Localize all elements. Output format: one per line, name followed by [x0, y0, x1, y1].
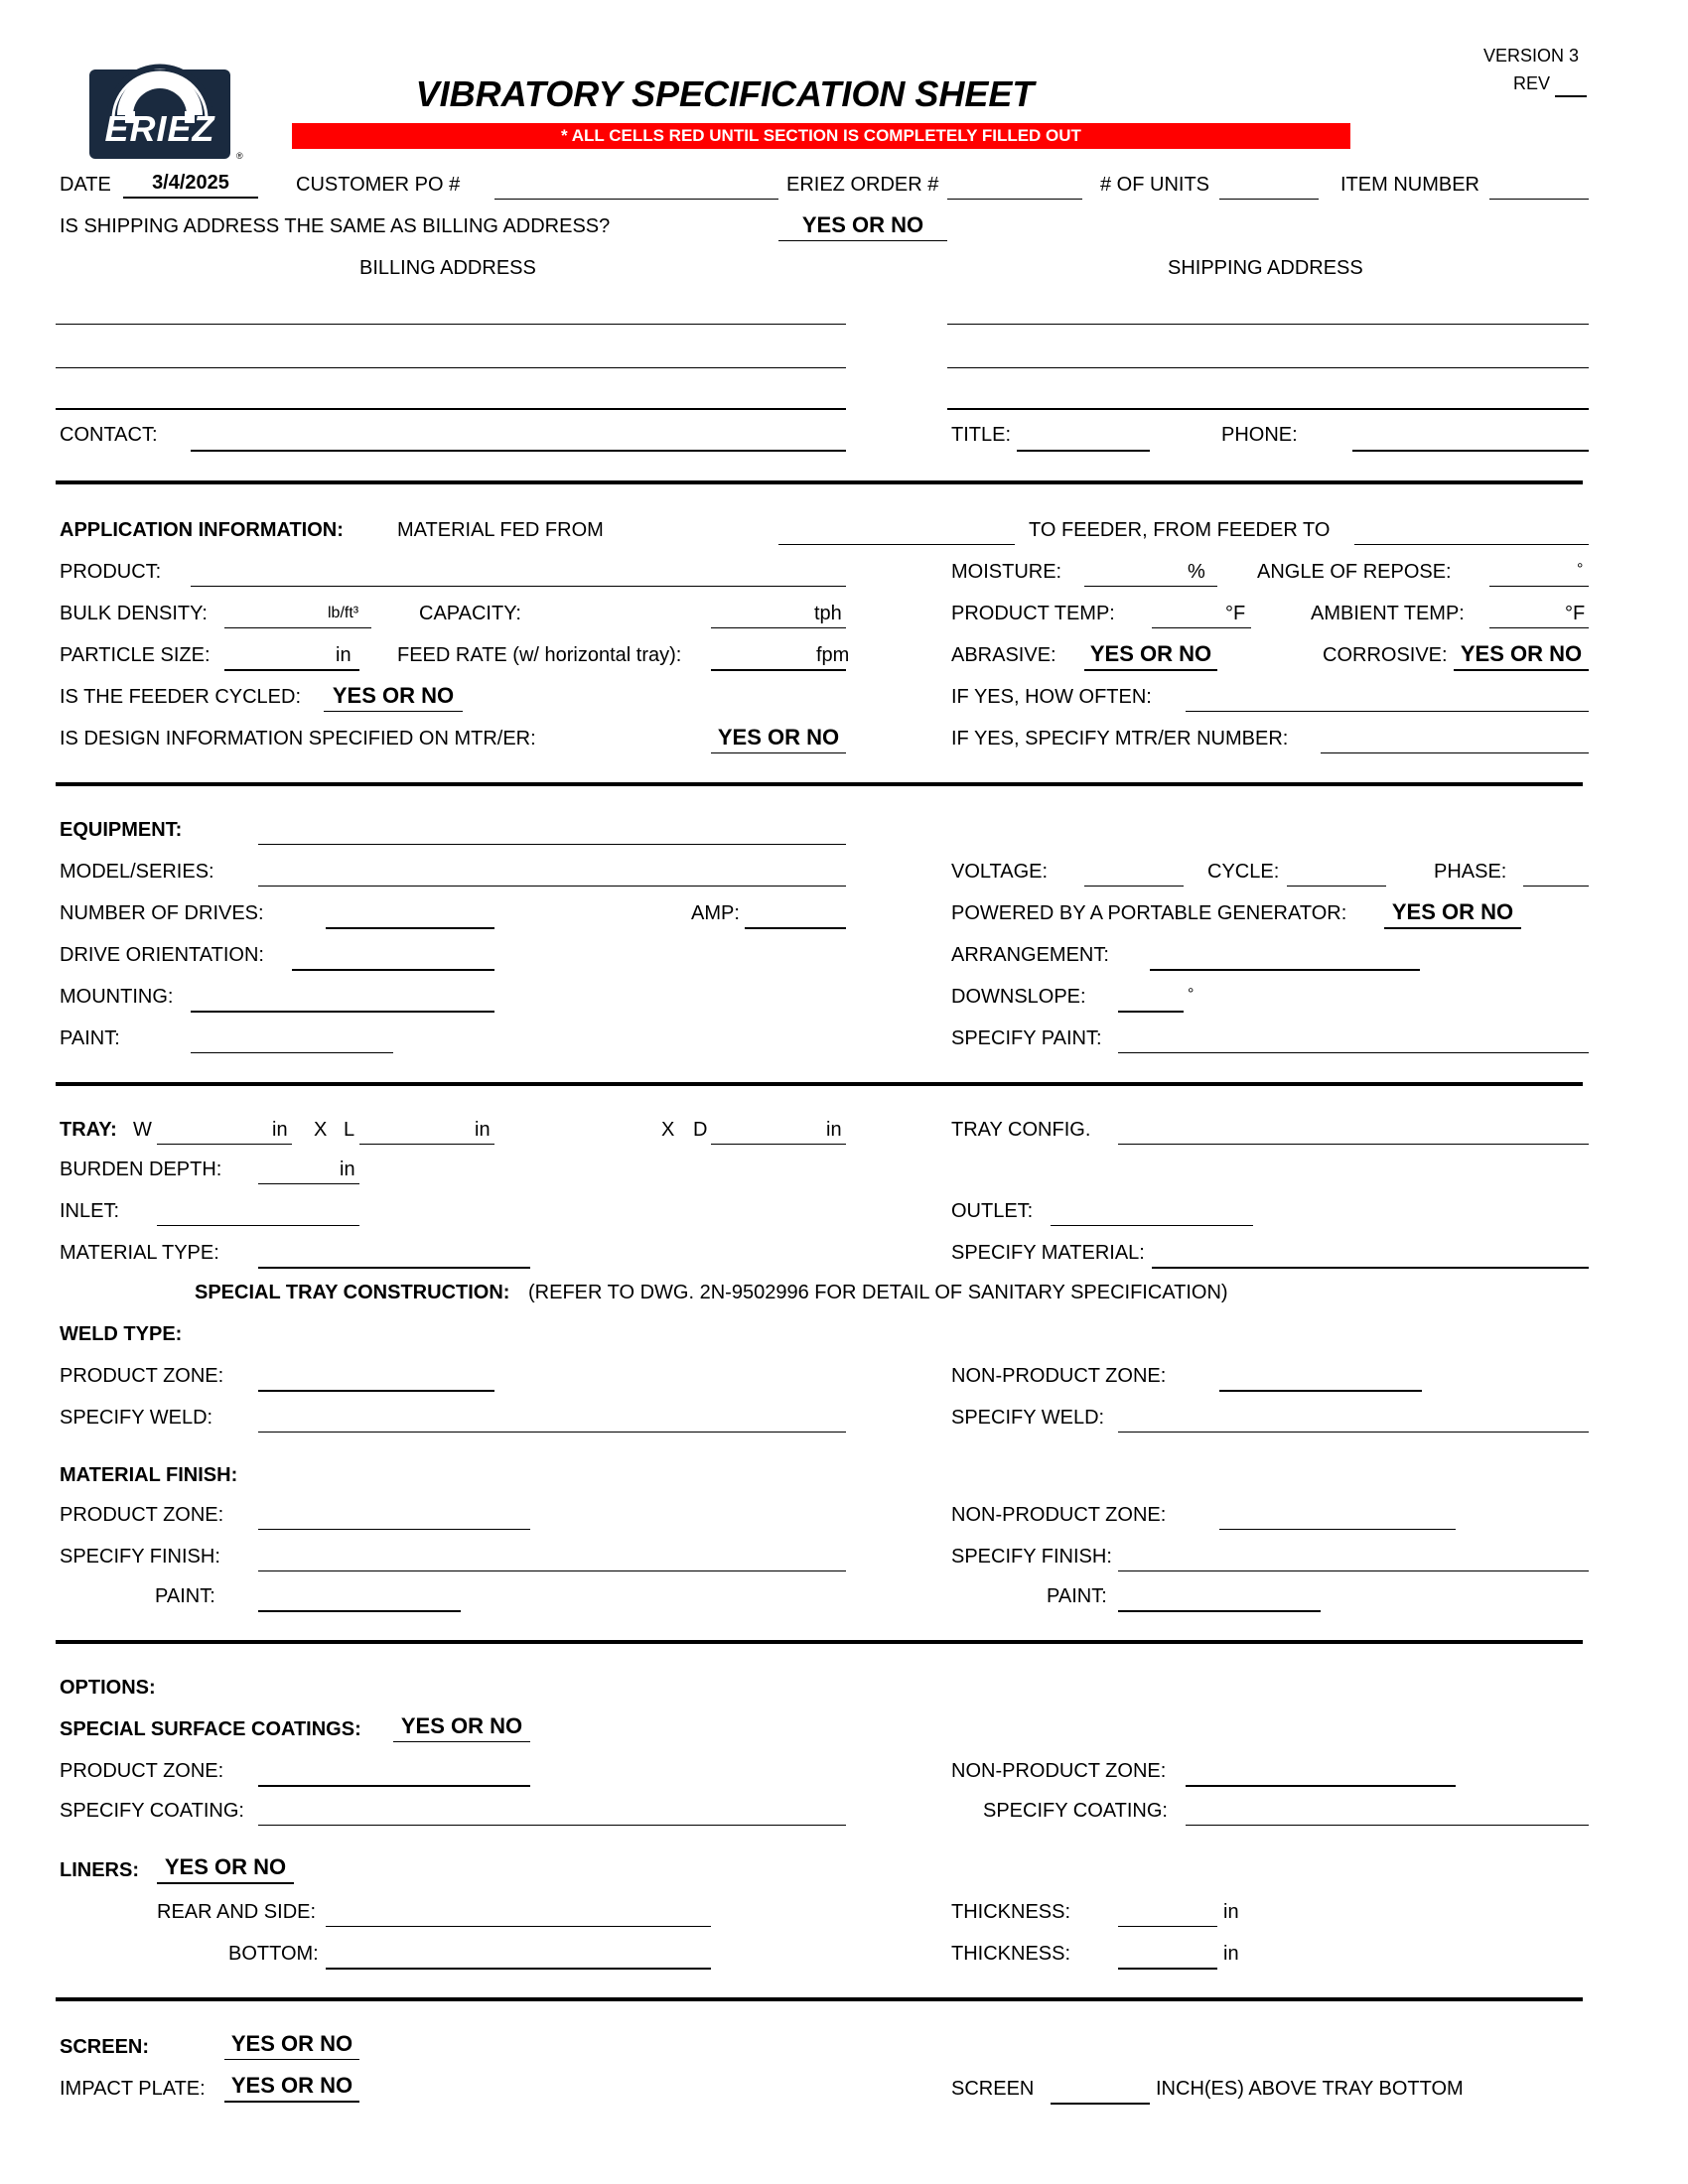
ambient-temp-unit: °F	[1565, 603, 1586, 624]
tray-l-unit: in	[475, 1119, 491, 1141]
feed-rate-label: FEED RATE (w/ horizontal tray):	[397, 644, 682, 666]
customer-po-label: CUSTOMER PO #	[296, 174, 461, 196]
screen-line	[224, 2059, 359, 2060]
abrasive-select[interactable]: YES OR NO	[1089, 641, 1212, 666]
moisture-label: MOISTURE:	[951, 561, 1062, 583]
burden-depth-label: BURDEN DEPTH:	[60, 1159, 222, 1180]
phone-field[interactable]	[1352, 450, 1589, 452]
arrangement-label: ARRANGEMENT:	[951, 944, 1109, 966]
weld-non-product-zone-field[interactable]	[1219, 1390, 1422, 1392]
tray-config-label: TRAY CONFIG.	[951, 1119, 1091, 1141]
shipping-same-label: IS SHIPPING ADDRESS THE SAME AS BILLING ADDRESS?	[60, 215, 611, 237]
screen-label: SCREEN:	[60, 2036, 150, 2058]
angle-of-repose-label: ANGLE OF REPOSE:	[1257, 561, 1452, 583]
tray-config-field[interactable]	[1118, 1144, 1589, 1145]
phase-label: PHASE:	[1434, 861, 1507, 883]
specify-coating-field-2[interactable]	[1186, 1825, 1589, 1826]
liners-line	[157, 1882, 294, 1884]
shipping-same-select[interactable]: YES OR NO	[801, 212, 924, 237]
capacity-unit: tph	[814, 603, 842, 624]
mtr-number-label: IF YES, SPECIFY MTR/ER NUMBER:	[951, 728, 1289, 750]
amp-field[interactable]	[745, 927, 846, 929]
tray-l-label: L	[344, 1119, 355, 1141]
voltage-field[interactable]	[1084, 886, 1184, 887]
divider-application	[56, 480, 1583, 484]
product-field[interactable]	[191, 586, 846, 587]
finish-paint-label: PAINT:	[155, 1585, 215, 1607]
angle-unit: °	[1577, 561, 1584, 578]
impact-plate-label: IMPACT PLATE:	[60, 2078, 206, 2100]
phase-field[interactable]	[1523, 886, 1589, 887]
finish-non-product-zone-label: NON-PRODUCT ZONE:	[951, 1504, 1167, 1526]
how-often-label: IF YES, HOW OFTEN:	[951, 686, 1152, 708]
weld-type-heading: WELD TYPE:	[60, 1323, 183, 1345]
svg-text:®: ®	[236, 151, 243, 161]
feeder-cycled-select[interactable]: YES OR NO	[332, 683, 455, 708]
specify-paint-field[interactable]	[1118, 1052, 1589, 1053]
date-value[interactable]: 3/4/2025	[152, 172, 229, 194]
burden-depth-field[interactable]	[258, 1183, 359, 1184]
options-heading: OPTIONS:	[60, 1677, 156, 1699]
mounting-label: MOUNTING:	[60, 986, 174, 1008]
moisture-unit: %	[1188, 561, 1205, 583]
to-feeder-label: TO FEEDER, FROM FEEDER TO	[1029, 519, 1331, 541]
rear-and-side-label: REAR AND SIDE:	[157, 1901, 317, 1923]
bulk-density-label: BULK DENSITY:	[60, 603, 208, 624]
specify-finish-field-2[interactable]	[1118, 1570, 1589, 1571]
design-info-select[interactable]: YES OR NO	[717, 725, 840, 750]
downslope-unit: °	[1188, 986, 1195, 1003]
voltage-label: VOLTAGE:	[951, 861, 1049, 883]
moisture-field[interactable]	[1084, 586, 1217, 587]
corrosive-label: CORROSIVE:	[1323, 644, 1448, 666]
contact-field[interactable]	[191, 450, 846, 452]
material-type-field[interactable]	[258, 1267, 530, 1269]
tray-w-label: W	[133, 1119, 152, 1141]
abrasive-label: ABRASIVE:	[951, 644, 1056, 666]
tray-d-unit: in	[826, 1119, 842, 1141]
inlet-field[interactable]	[157, 1225, 359, 1226]
shipping-address-line-1[interactable]	[947, 324, 1589, 325]
screen-height-field[interactable]	[1051, 2103, 1150, 2105]
coating-non-product-zone-field[interactable]	[1186, 1785, 1456, 1787]
billing-address-line-2[interactable]	[56, 367, 846, 368]
rev-field[interactable]	[1555, 95, 1587, 97]
coating-non-product-zone-label: NON-PRODUCT ZONE:	[951, 1760, 1167, 1782]
tray-w-unit: in	[272, 1119, 288, 1141]
title-label: TITLE:	[951, 424, 1012, 446]
downslope-field[interactable]	[1118, 1011, 1184, 1013]
tray-w-field[interactable]	[157, 1144, 292, 1145]
material-finish-heading: MATERIAL FINISH:	[60, 1464, 238, 1486]
billing-address-label: BILLING ADDRESS	[359, 257, 536, 279]
weld-non-product-zone-label: NON-PRODUCT ZONE:	[951, 1365, 1167, 1387]
outlet-label: OUTLET:	[951, 1200, 1034, 1222]
page-title: VIBRATORY SPECIFICATION SHEET	[415, 73, 1035, 114]
red-banner	[292, 123, 1350, 149]
capacity-label: CAPACITY:	[419, 603, 521, 624]
mtr-number-field[interactable]	[1321, 752, 1589, 753]
finish-paint-label-2: PAINT:	[1047, 1585, 1107, 1607]
cycle-field[interactable]	[1287, 886, 1386, 887]
bottom-field[interactable]	[326, 1968, 711, 1970]
tray-x-label-2: X	[661, 1119, 675, 1141]
units-label: # OF UNITS	[1100, 174, 1210, 196]
coating-product-zone-label: PRODUCT ZONE:	[60, 1760, 224, 1782]
screen-select[interactable]: YES OR NO	[230, 2031, 353, 2056]
thickness-unit-2: in	[1223, 1943, 1239, 1965]
portable-generator-line	[1384, 927, 1521, 929]
liners-label: LINERS:	[60, 1859, 139, 1881]
drive-orientation-field[interactable]	[292, 969, 494, 971]
design-info-line	[711, 752, 846, 753]
particle-size-field[interactable]	[224, 669, 359, 671]
finish-paint-field-2[interactable]	[1118, 1610, 1321, 1612]
specify-material-field[interactable]	[1152, 1267, 1589, 1269]
specify-coating-label: SPECIFY COATING:	[60, 1800, 244, 1822]
eriez-order-field[interactable]	[947, 199, 1082, 200]
specify-coating-field[interactable]	[258, 1825, 846, 1826]
equipment-field[interactable]	[258, 844, 846, 845]
shipping-address-label: SHIPPING ADDRESS	[1168, 257, 1363, 279]
bottom-label: BOTTOM:	[228, 1943, 319, 1965]
customer-po-field[interactable]	[494, 199, 778, 200]
tray-d-label: D	[693, 1119, 708, 1141]
shipping-same-line	[778, 240, 947, 241]
item-number-field[interactable]	[1489, 199, 1589, 200]
red-banner-text: * ALL CELLS RED UNTIL SECTION IS COMPLETELY FILLED OUT	[561, 126, 1081, 145]
phone-label: PHONE:	[1221, 424, 1298, 446]
title-field[interactable]	[1017, 450, 1150, 452]
coating-product-zone-field[interactable]	[258, 1785, 530, 1787]
divider-screen	[56, 1997, 1583, 2001]
model-series-label: MODEL/SERIES:	[60, 861, 214, 883]
rear-and-side-field[interactable]	[326, 1926, 711, 1927]
divider-tray	[56, 1082, 1583, 1086]
thickness-label-1: THICKNESS:	[951, 1901, 1071, 1923]
eriez-order-label: ERIEZ ORDER #	[786, 174, 939, 196]
impact-plate-line	[224, 2101, 359, 2103]
arrangement-field[interactable]	[1150, 969, 1420, 971]
number-of-drives-field[interactable]	[326, 927, 494, 929]
how-often-field[interactable]	[1186, 711, 1589, 712]
surface-coatings-select[interactable]: YES OR NO	[400, 1713, 523, 1738]
to-feeder-field[interactable]	[1354, 544, 1589, 545]
drive-orientation-label: DRIVE ORIENTATION:	[60, 944, 264, 966]
shipping-address-line-3[interactable]	[947, 408, 1589, 410]
impact-plate-select[interactable]: YES OR NO	[230, 2073, 353, 2098]
portable-generator-label: POWERED BY A PORTABLE GENERATOR:	[951, 902, 1347, 924]
screen-height-label: SCREEN	[951, 2078, 1035, 2100]
feed-rate-unit: fpm	[816, 644, 850, 666]
portable-generator-select[interactable]: YES OR NO	[1391, 899, 1514, 924]
specify-weld-field-2[interactable]	[1118, 1432, 1589, 1433]
units-field[interactable]	[1219, 199, 1319, 200]
divider-options	[56, 1640, 1583, 1644]
corrosive-select[interactable]: YES OR NO	[1460, 641, 1583, 666]
paint-label: PAINT:	[60, 1027, 120, 1049]
specify-weld-label: SPECIFY WELD:	[60, 1407, 213, 1429]
shipping-address-line-2[interactable]	[947, 367, 1589, 368]
specify-finish-field[interactable]	[258, 1570, 846, 1571]
material-fed-from-label: MATERIAL FED FROM	[397, 519, 604, 541]
above-tray-label: INCH(ES) ABOVE TRAY BOTTOM	[1156, 2078, 1464, 2100]
specify-weld-label-2: SPECIFY WELD:	[951, 1407, 1105, 1429]
weld-product-zone-label: PRODUCT ZONE:	[60, 1365, 224, 1387]
number-of-drives-label: NUMBER OF DRIVES:	[60, 902, 264, 924]
specify-material-label: SPECIFY MATERIAL:	[951, 1242, 1145, 1264]
finish-paint-field[interactable]	[258, 1610, 461, 1612]
specify-paint-label: SPECIFY PAINT:	[951, 1027, 1102, 1049]
product-temp-field[interactable]	[1152, 627, 1251, 628]
model-series-field[interactable]	[258, 886, 846, 887]
design-info-label: IS DESIGN INFORMATION SPECIFIED ON MTR/ER:	[60, 728, 536, 750]
specify-weld-field[interactable]	[258, 1432, 846, 1433]
tray-heading: TRAY:	[60, 1119, 117, 1141]
particle-size-unit: in	[336, 644, 352, 666]
equipment-heading: EQUIPMENT:	[60, 819, 183, 841]
tray-d-field[interactable]	[711, 1144, 846, 1145]
mounting-field[interactable]	[191, 1011, 494, 1013]
inlet-label: INLET:	[60, 1200, 120, 1222]
outlet-field[interactable]	[1051, 1225, 1253, 1226]
version-label: VERSION 3	[1483, 46, 1580, 66]
particle-size-label: PARTICLE SIZE:	[60, 644, 211, 666]
bulk-density-unit: lb/ft³	[328, 605, 359, 621]
surface-coatings-line	[393, 1741, 530, 1742]
tray-l-field[interactable]	[359, 1144, 494, 1145]
special-construction-label: SPECIAL TRAY CONSTRUCTION:	[195, 1282, 510, 1303]
specify-finish-label: SPECIFY FINISH:	[60, 1546, 220, 1568]
date-label: DATE	[60, 174, 111, 196]
surface-coatings-label: SPECIAL SURFACE COATINGS:	[60, 1718, 361, 1740]
specify-coating-label-2: SPECIFY COATING:	[983, 1800, 1168, 1822]
weld-product-zone-field[interactable]	[258, 1390, 494, 1392]
angle-of-repose-field[interactable]	[1489, 586, 1589, 587]
feed-rate-field[interactable]	[711, 669, 846, 671]
product-temp-unit: °F	[1225, 603, 1246, 624]
feeder-cycled-label: IS THE FEEDER CYCLED:	[60, 686, 302, 708]
liners-select[interactable]: YES OR NO	[164, 1854, 287, 1879]
date-field-line	[123, 197, 258, 199]
logo-text: ERIEZ	[104, 108, 215, 149]
billing-address-line-1[interactable]	[56, 324, 846, 325]
downslope-label: DOWNSLOPE:	[951, 986, 1086, 1008]
thickness-unit-1: in	[1223, 1901, 1239, 1923]
abrasive-line	[1084, 669, 1217, 671]
application-heading: APPLICATION INFORMATION:	[60, 519, 344, 541]
amp-label: AMP:	[691, 902, 740, 924]
ambient-temp-field[interactable]	[1489, 627, 1589, 628]
billing-address-line-3[interactable]	[56, 408, 846, 410]
finish-product-zone-label: PRODUCT ZONE:	[60, 1504, 224, 1526]
rev-label: REV	[1513, 73, 1551, 93]
capacity-field[interactable]	[711, 627, 846, 628]
corrosive-line	[1454, 669, 1589, 671]
tray-x-label-1: X	[314, 1119, 328, 1141]
ambient-temp-label: AMBIENT TEMP:	[1311, 603, 1465, 624]
feeder-cycled-line	[324, 711, 463, 712]
cycle-label: CYCLE:	[1207, 861, 1280, 883]
eriez-logo	[87, 56, 243, 165]
thickness-field-2[interactable]	[1118, 1968, 1217, 1970]
finish-product-zone-field[interactable]	[258, 1529, 530, 1530]
bulk-density-field[interactable]	[224, 627, 371, 628]
contact-label: CONTACT:	[60, 424, 158, 446]
material-type-label: MATERIAL TYPE:	[60, 1242, 219, 1264]
special-construction-note: (REFER TO DWG. 2N-9502996 FOR DETAIL OF SANITARY SPECIFICATION)	[528, 1282, 1228, 1303]
product-label: PRODUCT:	[60, 561, 162, 583]
product-temp-label: PRODUCT TEMP:	[951, 603, 1115, 624]
finish-non-product-zone-field[interactable]	[1219, 1529, 1456, 1530]
burden-depth-unit: in	[340, 1159, 355, 1180]
specify-finish-label-2: SPECIFY FINISH:	[951, 1546, 1112, 1568]
material-fed-from-field[interactable]	[778, 544, 1015, 545]
item-number-label: ITEM NUMBER	[1340, 174, 1479, 196]
thickness-label-2: THICKNESS:	[951, 1943, 1071, 1965]
paint-field[interactable]	[191, 1052, 393, 1053]
divider-equipment	[56, 782, 1583, 786]
thickness-field-1[interactable]	[1118, 1926, 1217, 1927]
